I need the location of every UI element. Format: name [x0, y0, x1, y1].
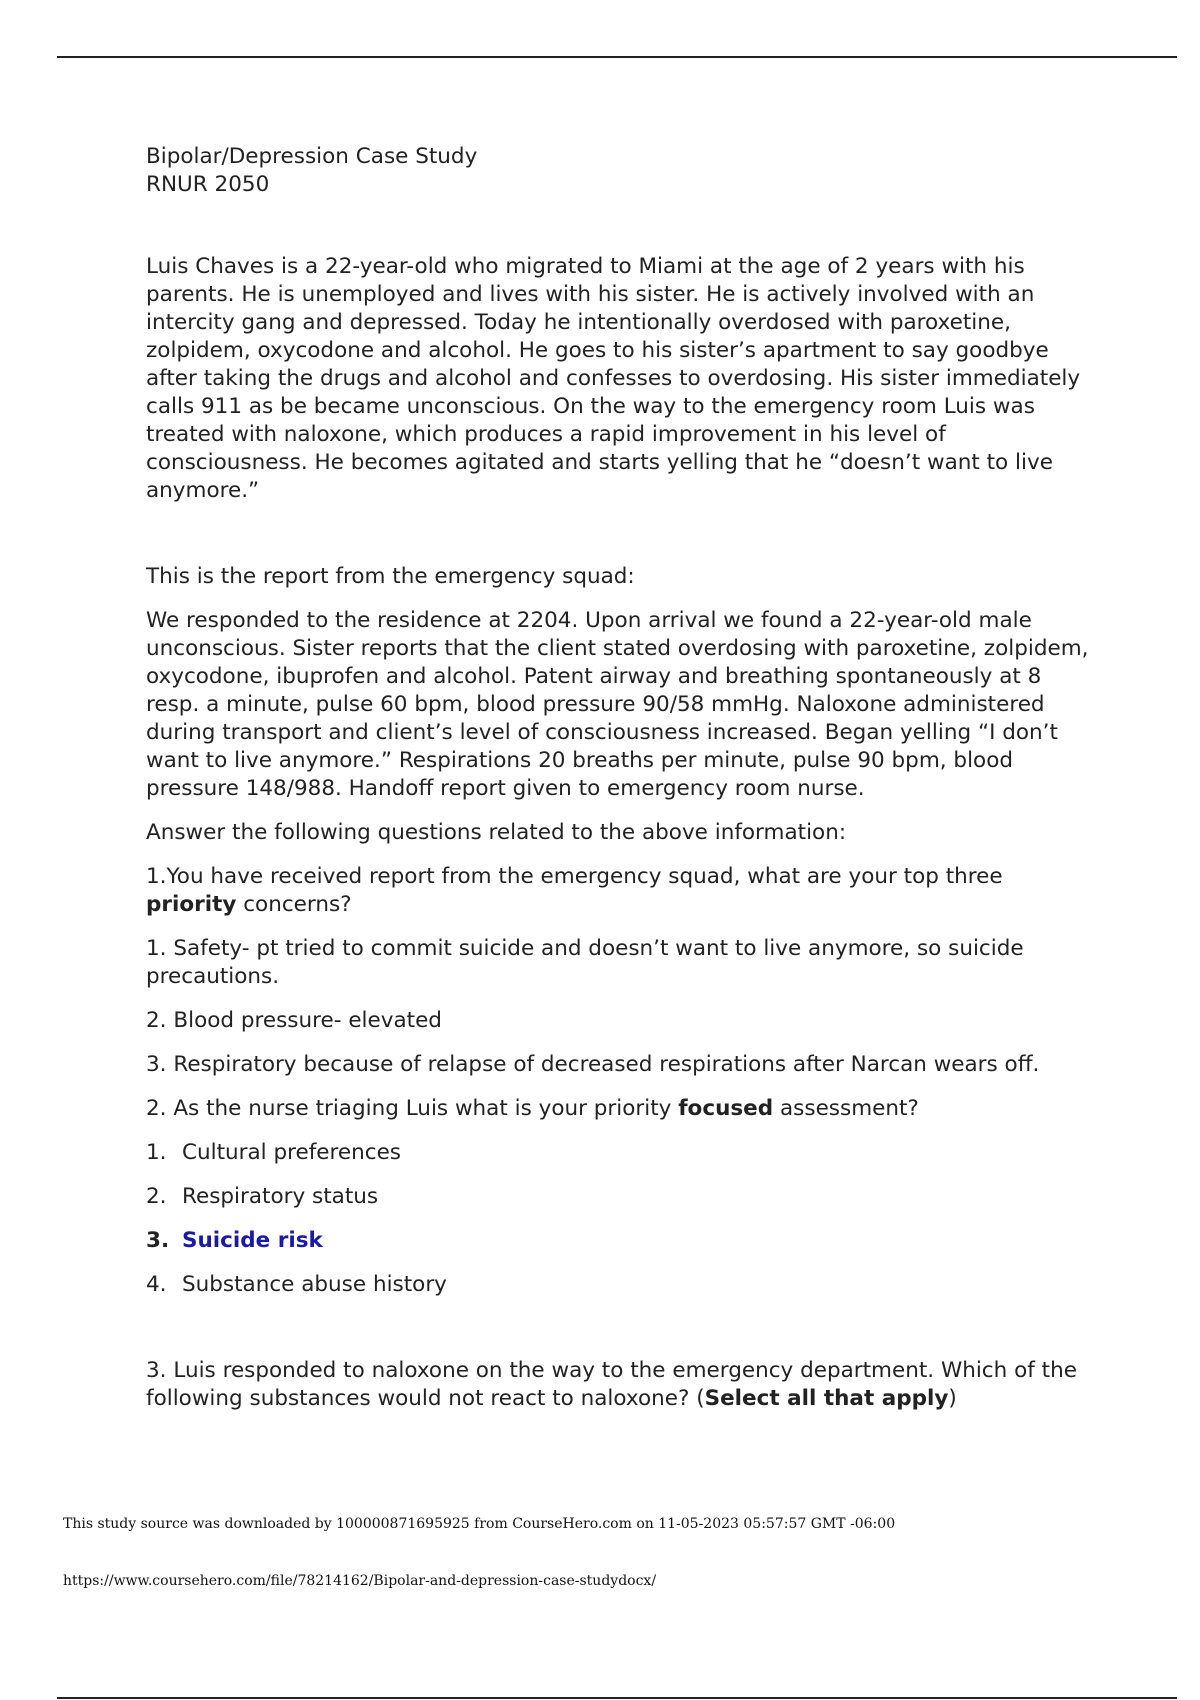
- question-2-bold: focused: [678, 1096, 774, 1121]
- question-2-suffix: assessment?: [773, 1096, 919, 1121]
- option-number: 1.: [146, 1140, 167, 1165]
- top-rule: [57, 56, 1177, 58]
- document-title: Bipolar/Depression Case Study: [146, 144, 478, 169]
- question-3-text: 3. Luis responded to naloxone on the way to the emergency department. Which of the following substances would not react to naloxone? (: [146, 1358, 1077, 1411]
- question-1-text: 1.You have received report from the emergency squad, what are your top three: [146, 864, 1003, 889]
- instructions: Answer the following questions related to the above information:: [146, 820, 847, 845]
- q2-option-1: [146, 1139, 1096, 1167]
- question-3-bold: Select all that apply: [704, 1386, 949, 1411]
- q1-answer-1: 1. Safety- pt tried to commit suicide and doesn’t want to live anymore, so suicide precautions.: [146, 936, 1024, 989]
- squad-report-paragraph: We responded to the residence at 2204. Upon arrival we found a 22-year-old male unconscious. Sister reports that the client stated overdosing with paroxetine, zolpidem, oxycodone, ibuprofen and alcohol. Patent airway and breathing spontaneously at 8 resp. a minute, pulse 60 bpm, blood pressure 90/58 mmHg. Naloxone administered during transport and client’s level of consciousness increased. Began yelling “I don’t want to live anymore.” Respirations 20 breaths per minute, pulse 90 bpm, blood pressure 148/988. Handoff report given to emergency room nurse.: [146, 608, 1089, 801]
- option-label: Cultural preferences: [182, 1140, 401, 1165]
- source-url-link[interactable]: https://www.coursehero.com/file/78214162/Bipolar-and-depression-case-studydocx/: [63, 1573, 657, 1589]
- question-2: [146, 1095, 1096, 1123]
- squad-report-heading: This is the report from the emergency squad:: [146, 564, 635, 589]
- question-1-suffix: concerns?: [236, 892, 352, 917]
- q1-answer-3: 3. Respiratory because of relapse of decreased respirations after Narcan wears off.: [146, 1052, 1040, 1077]
- option-label: Substance abuse history: [182, 1272, 447, 1297]
- source-footer: This study source was downloaded by 100000871695925 from CourseHero.com on 11-05-2023 05:57:57 GMT -06:00: [63, 1516, 896, 1532]
- question-3: [146, 1357, 1096, 1413]
- question-1: [146, 863, 1096, 919]
- q1-answer-2: 2. Blood pressure- elevated: [146, 1008, 442, 1033]
- document-body: [146, 143, 1096, 1413]
- question-2-text: 2. As the nurse triaging Luis what is your priority: [146, 1096, 679, 1121]
- option-label-highlighted: Suicide risk: [182, 1228, 323, 1253]
- question-1-bold: priority: [146, 892, 237, 917]
- option-label: Respiratory status: [182, 1184, 379, 1209]
- case-intro-paragraph: Luis Chaves is a 22-year-old who migrated to Miami at the age of 2 years with his parents. He is unemployed and lives with his sister. He is actively involved with an intercity gang and depressed. Today he intentionally overdosed with paroxetine, zolpidem, oxycodone and alcohol. He goes to his sister’s apartment to say goodbye after taking the drugs and alcohol and confesses to overdosing. His sister immediately calls 911 as be became unconscious. On the way to the emergency room Luis was treated with naloxone, which produces a rapid improvement in his level of consciousness. He becomes agitated and starts yelling that he “doesn’t want to live anymore.”: [146, 254, 1081, 503]
- option-number: 2.: [146, 1184, 167, 1209]
- option-number: 4.: [146, 1272, 167, 1297]
- option-number: 3.: [146, 1228, 170, 1253]
- q2-option-3-selected: [146, 1227, 1096, 1255]
- bottom-rule: [57, 1697, 1177, 1699]
- q2-option-4: [146, 1271, 1096, 1299]
- question-3-suffix: ): [948, 1386, 957, 1411]
- q2-option-2: [146, 1183, 1096, 1211]
- course-code: RNUR 2050: [146, 172, 270, 197]
